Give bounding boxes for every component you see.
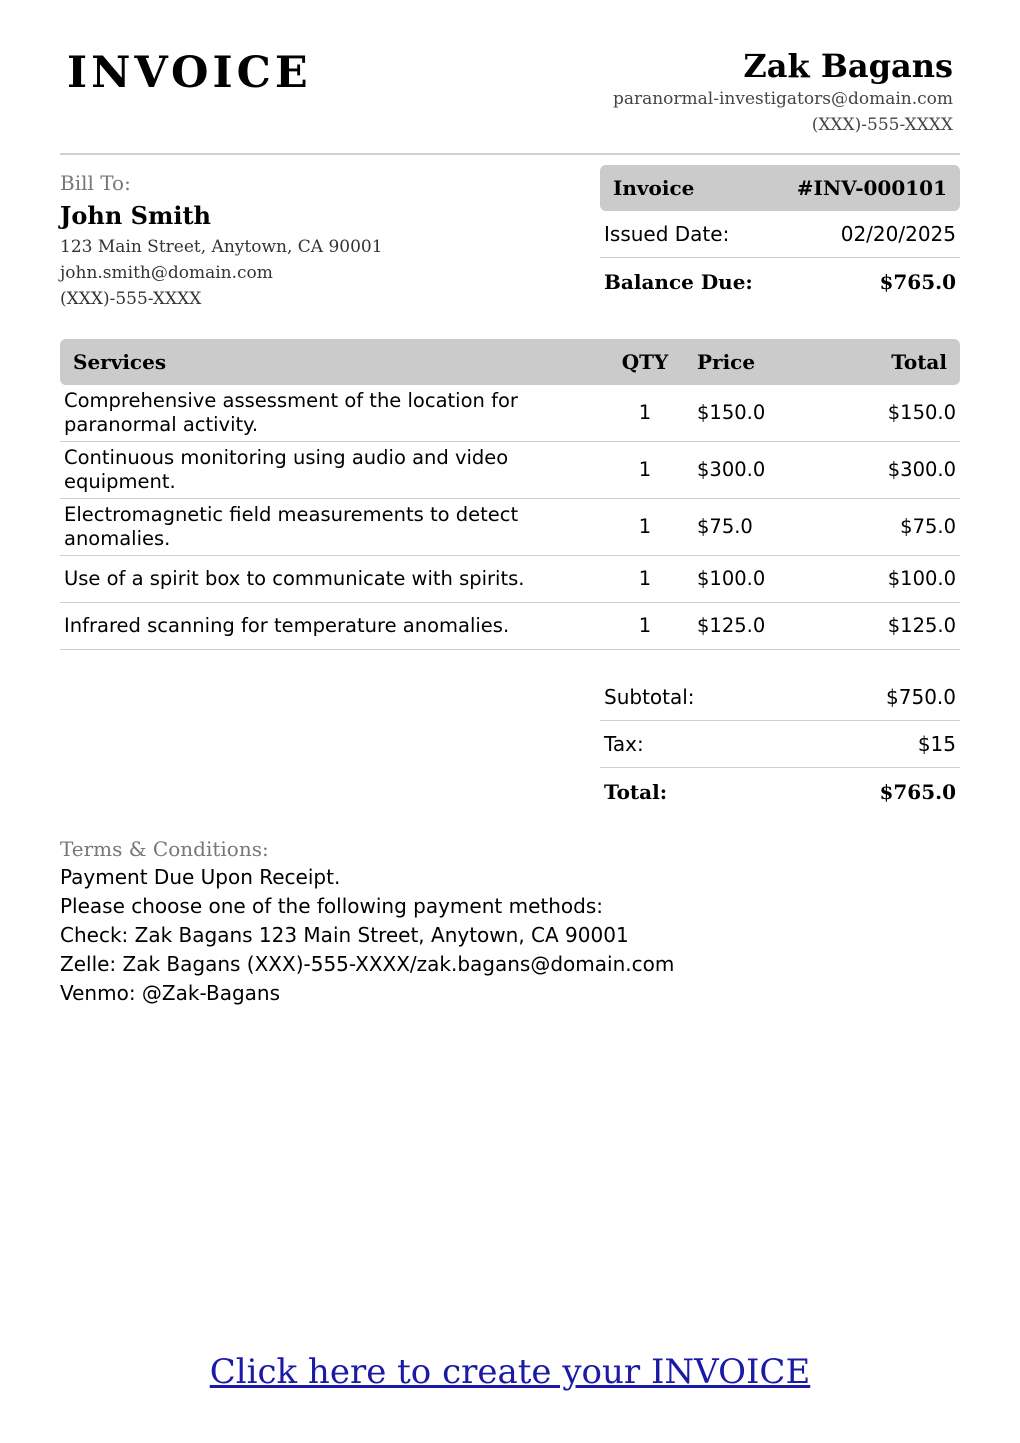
service-qty: 1 — [638, 515, 652, 538]
service-qty: 1 — [638, 401, 652, 424]
terms-block — [60, 835, 960, 1008]
service-total: $300.0 — [887, 458, 956, 481]
balance-due-label: Balance Due: — [604, 269, 753, 294]
tax-label: Tax: — [604, 732, 644, 756]
bill-to-block — [60, 170, 560, 312]
total-value: $765.0 — [879, 779, 956, 804]
total-label: Total: — [604, 779, 668, 804]
invoice-page — [60, 0, 960, 1443]
company-block — [613, 46, 953, 138]
service-total: $125.0 — [887, 614, 956, 637]
balance-due-value: $765.0 — [879, 269, 956, 294]
service-price: $125.0 — [697, 614, 766, 637]
terms-line: Venmo: @Zak-Bagans — [60, 981, 280, 1005]
client-email: john.smith@domain.com — [60, 263, 273, 283]
cta-block — [0, 1352, 1020, 1392]
invoice-number-header — [600, 165, 960, 211]
table-row — [60, 499, 960, 556]
service-qty: 1 — [638, 458, 652, 481]
tax-value: $15 — [917, 732, 956, 756]
service-description: Comprehensive assessment of the location for paranormal activity. — [64, 389, 518, 436]
company-name: Zak Bagans — [743, 47, 953, 85]
balance-due-row — [600, 258, 960, 305]
service-total: $150.0 — [887, 401, 956, 424]
service-total: $75.0 — [900, 515, 956, 538]
header-qty: QTY — [621, 350, 669, 374]
issued-date-row — [600, 211, 960, 258]
invoice-title: INVOICE — [67, 48, 312, 98]
service-qty: 1 — [638, 567, 652, 590]
terms-line: Payment Due Upon Receipt. — [60, 865, 341, 889]
service-description: Infrared scanning for temperature anomalies. — [64, 614, 510, 637]
service-description: Continuous monitoring using audio and video equipment. — [64, 446, 509, 493]
services-table — [60, 339, 960, 650]
service-total: $100.0 — [887, 567, 956, 590]
terms-line: Please choose one of the following payment methods: — [60, 894, 603, 918]
service-description: Use of a spirit box to communicate with spirits. — [64, 567, 525, 590]
issued-date-label: Issued Date: — [604, 222, 730, 246]
client-name: John Smith — [60, 201, 211, 230]
table-row — [60, 556, 960, 603]
terms-label: Terms & Conditions: — [60, 837, 269, 861]
invoice-meta-box — [600, 165, 960, 305]
service-price: $300.0 — [697, 458, 766, 481]
company-email: paranormal-investigators@domain.com — [612, 89, 953, 109]
table-row — [60, 603, 960, 650]
company-phone: (XXX)-555-XXXX — [811, 115, 953, 135]
terms-line: Zelle: Zak Bagans (XXX)-555-XXXX/zak.bagans@domain.com — [60, 952, 675, 976]
header-divider — [60, 153, 960, 155]
header-price: Price — [697, 350, 756, 374]
subtotal-label: Subtotal: — [604, 685, 695, 709]
service-qty: 1 — [638, 614, 652, 637]
terms-line: Check: Zak Bagans 123 Main Street, Anytown, CA 90001 — [60, 923, 629, 947]
tax-row — [600, 721, 960, 768]
subtotal-value: $750.0 — [886, 685, 956, 709]
invoice-label: Invoice — [613, 176, 695, 200]
issued-date-value: 02/20/2025 — [840, 222, 956, 246]
header-total: Total — [891, 350, 947, 374]
service-price: $75.0 — [697, 515, 753, 538]
service-description: Electromagnetic field measurements to detect anomalies. — [64, 503, 519, 550]
bill-to-label: Bill To: — [60, 171, 131, 195]
services-table-header — [60, 339, 960, 385]
subtotal-row — [600, 674, 960, 721]
header-services: Services — [73, 350, 167, 374]
table-row — [60, 442, 960, 499]
client-phone: (XXX)-555-XXXX — [60, 289, 202, 309]
create-invoice-link[interactable]: Click here to create your INVOICE — [209, 1352, 811, 1392]
service-price: $150.0 — [697, 401, 766, 424]
table-row — [60, 385, 960, 442]
total-row — [600, 768, 960, 815]
service-price: $100.0 — [697, 567, 766, 590]
client-address: 123 Main Street, Anytown, CA 90001 — [60, 237, 383, 257]
invoice-number: #INV-000101 — [796, 176, 947, 200]
totals-block — [600, 674, 960, 815]
